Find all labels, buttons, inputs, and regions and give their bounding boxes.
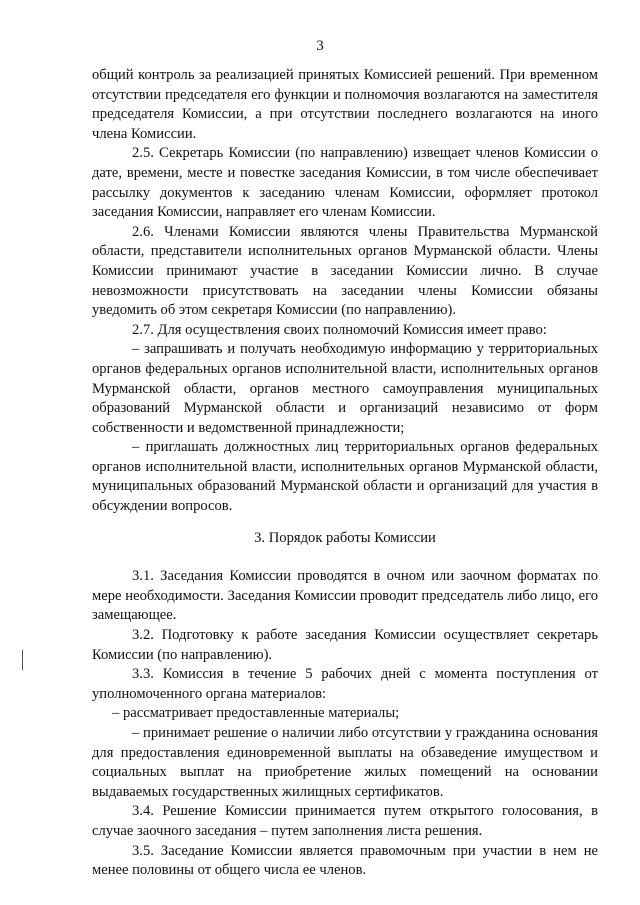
list-item-decision: – принимает решение о наличии либо отсутствии у гражданина основания для предоставления единовременной выплаты на обзаведение имуществом и социальных выплат на приобретение жилых помещений на основании выдаваемых государственных жилищных сертификатов. [92,725,598,800]
paragraph-3-3: 3.3. Комиссия в течение 5 рабочих дней с момента поступления от уполномоченного органа материалов: [92,666,598,702]
list-item-review-materials: – рассматривает предоставленные материалы; [112,705,400,722]
paragraph-2-7: 2.7. Для осуществления своих полномочий Комиссия имеет право: [132,321,547,338]
section-heading: 3. Порядок работы Комиссии [254,529,436,546]
paragraph-2-5: 2.5. Секретарь Комиссии (по направлению) извещает членов Комиссии о дате, времени, месте и повестке заседания Комиссии, в том числе обеспечивает рассылку документов к заседанию членам Комиссии, оформляет протокол заседания Комиссии, направляет его членам Комиссии. [92,145,598,221]
paragraph-3-5: 3.5. Заседание Комиссии является правомочным при участии в нем не менее половины от общего числа ее членов. [92,842,598,879]
paragraph-2-6: 2.6. Членами Комиссии являются члены Правительства Мурманской области, представители исполнительных органов Мурманской области. Члены Комиссии принимают участие в заседании Комиссии лично. В случае невозможности присутствовать на заседании члены Комиссии обязаны уведомить об этом секретаря Комиссии (по направлению). [92,223,598,319]
document-body [92,66,598,881]
margin-mark [22,650,23,670]
list-item-request-info: – запрашивать и получать необходимую информацию у территориальных органов федеральных органов исполнительной власти, исполнительных органов Мурманской области, органов местного самоуправления муниципальных образований Мурманской области и организаций независимо от форм собственности и ведомственной принадлежности; [92,341,598,436]
paragraph-3-4: 3.4. Решение Комиссии принимается путем открытого голосования, в случае заочного заседания – путем заполнения листа решения. [92,803,598,839]
page-number: 3 [316,38,324,54]
list-item-invite-officials: – приглашать должностных лиц территориальных органов федеральных органов исполнительной власти, исполнительных органов Мурманской области, муниципальных образований Мурманской области и организаций для участия в обсуждении вопросов. [92,439,598,515]
paragraph-3-2: 3.2. Подготовку к работе заседания Комиссии осуществляет секретарь Комиссии (по направлению). [92,627,598,663]
paragraph-continuation: общий контроль за реализацией принятых Комиссией решений. При временном отсутствии председателя его функции и полномочия возлагаются на заместителя председателя Комиссии, а при отсутствии последнего возлагаются на иного члена Комиссии. [92,67,598,142]
paragraph-3-1: 3.1. Заседания Комиссии проводятся в очном или заочном форматах по мере необходимости. Заседания Комиссии проводит председатель либо лицо, его замещающее. [92,568,598,624]
